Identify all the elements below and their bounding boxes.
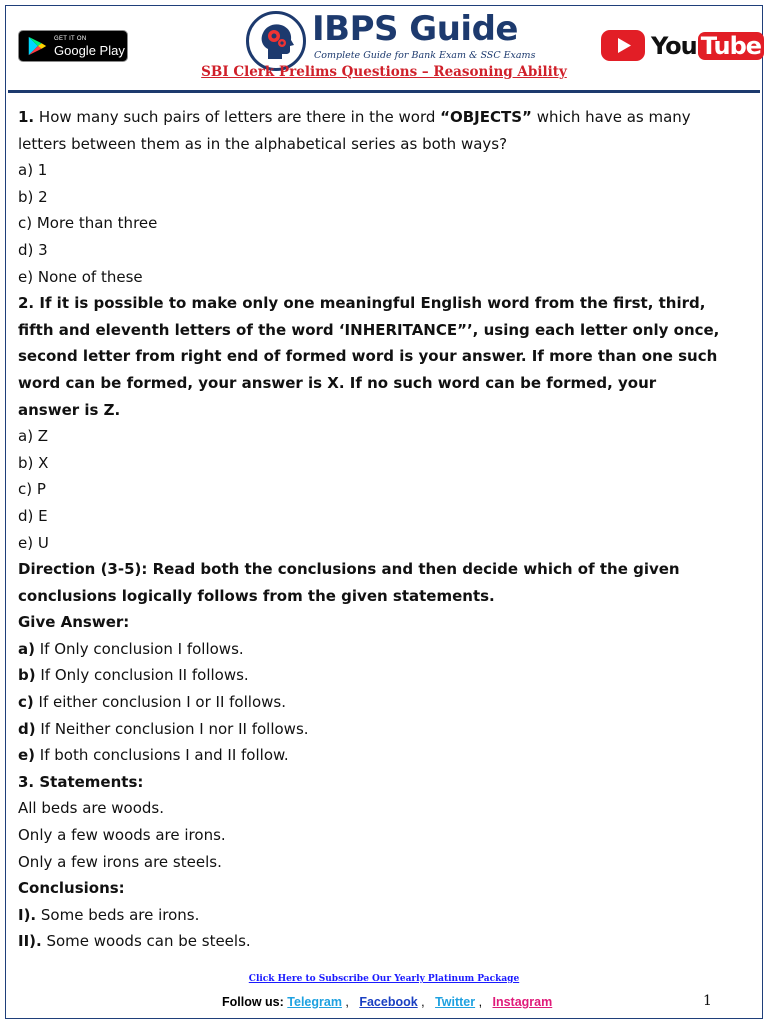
- answer-key-item: [18, 716, 748, 743]
- q2-option: b) X: [18, 453, 49, 472]
- q1-word: “OBJECTS”: [440, 108, 532, 126]
- youtube-logo[interactable]: [601, 30, 764, 61]
- conclusion-text: Some woods can be steels.: [41, 932, 251, 951]
- page-number: 1: [703, 993, 712, 1009]
- ibps-logo-icon: [246, 11, 306, 71]
- answer-key-item: [18, 636, 748, 663]
- telegram-link[interactable]: Telegram: [287, 995, 342, 1009]
- conclusion-text: Some beds are irons.: [36, 905, 200, 924]
- answer-key-letter: d): [18, 719, 36, 738]
- question-content: [18, 104, 748, 955]
- answer-key-letter: b): [18, 666, 36, 685]
- q3-conclusion: [18, 928, 748, 955]
- badge-store-name: Google Play: [54, 42, 125, 58]
- answer-key-text: If Only conclusion I follows.: [34, 639, 244, 658]
- youtube-you-text: You: [651, 31, 697, 60]
- answer-key-item: [18, 742, 748, 769]
- q2-line: second letter from right end of formed word is your answer. If more than one such: [18, 347, 718, 366]
- conclusions-heading: Conclusions:: [18, 879, 125, 898]
- direction-line-2: conclusions logically follows from the given statements.: [18, 586, 495, 605]
- badge-small-text: GET IT ON: [54, 35, 87, 42]
- q3-heading: 3. Statements:: [18, 772, 144, 791]
- follow-us-label: Follow us:: [222, 995, 284, 1009]
- youtube-tube-text: Tube: [698, 32, 764, 60]
- instagram-link[interactable]: Instagram: [492, 995, 553, 1009]
- google-play-badge[interactable]: [18, 30, 128, 62]
- answer-key-text: If both conclusions I and II follow.: [35, 746, 289, 765]
- document-title: SBI Clerk Prelims Questions – Reasoning Ability: [201, 64, 567, 80]
- q1-number: 1.: [18, 108, 35, 126]
- follow-us-bar: Follow us: Telegram , Facebook , Twitter , Instagram: [222, 995, 553, 1009]
- q1-option: d) 3: [18, 240, 48, 259]
- subscribe-link[interactable]: Click Here to Subscribe Our Yearly Platinum Package: [248, 974, 520, 984]
- answer-key-letter: a): [18, 639, 35, 658]
- q2-option: c) P: [18, 480, 46, 499]
- q3-conclusion: [18, 902, 748, 929]
- q2-line: word can be formed, your answer is X. If no such word can be formed, your: [18, 373, 657, 392]
- conclusion-key: I).: [18, 905, 37, 924]
- page-header: [0, 0, 768, 92]
- brand-title: IBPS Guide: [312, 9, 518, 49]
- twitter-link[interactable]: Twitter: [435, 995, 476, 1009]
- q3-statement: Only a few irons are steels.: [18, 852, 222, 871]
- q2-line: 2. If it is possible to make only one meaningful English word from the first, third,: [18, 294, 706, 313]
- answer-key-letter: e): [18, 746, 36, 765]
- q2-line: fifth and eleventh letters of the word ‘INHERITANCE”’, using each letter only once,: [18, 320, 720, 339]
- q1-option: b) 2: [18, 187, 48, 206]
- header-divider: [8, 90, 760, 93]
- q1-text-pre: How many such pairs of letters are there in the word: [34, 108, 441, 126]
- answer-key-text: If Neither conclusion I nor II follows.: [35, 719, 309, 738]
- q2-option: e) U: [18, 533, 49, 552]
- facebook-link[interactable]: Facebook: [359, 995, 418, 1009]
- q3-statement: Only a few woods are irons.: [18, 826, 226, 845]
- q3-statement: All beds are woods.: [18, 799, 164, 818]
- q2-line: answer is Z.: [18, 400, 121, 419]
- answer-key-text: If either conclusion I or II follows.: [33, 693, 286, 712]
- q1-option: c) More than three: [18, 214, 158, 233]
- q1-line-1: [18, 104, 748, 131]
- q2-option: a) Z: [18, 427, 49, 446]
- q1-line-2: letters between them as in the alphabetical series as both ways?: [18, 134, 508, 153]
- answer-key-text: If Only conclusion II follows.: [35, 666, 249, 685]
- answer-key-item: [18, 662, 748, 689]
- direction-line-1: Direction (3-5): Read both the conclusions and then decide which of the given: [18, 560, 680, 579]
- q1-option: a) 1: [18, 161, 48, 180]
- q1-option: e) None of these: [18, 267, 143, 286]
- q1-text-post: which have as many: [531, 108, 691, 126]
- q2-option: d) E: [18, 506, 48, 525]
- conclusion-key: II).: [18, 932, 42, 951]
- answer-key-letter: c): [18, 693, 34, 712]
- youtube-play-icon: [601, 30, 645, 61]
- give-answer-heading: Give Answer:: [18, 613, 130, 632]
- brand-tagline: Complete Guide for Bank Exam & SSC Exams: [314, 50, 536, 61]
- answer-key-item: [18, 689, 748, 716]
- google-play-icon: [26, 35, 48, 57]
